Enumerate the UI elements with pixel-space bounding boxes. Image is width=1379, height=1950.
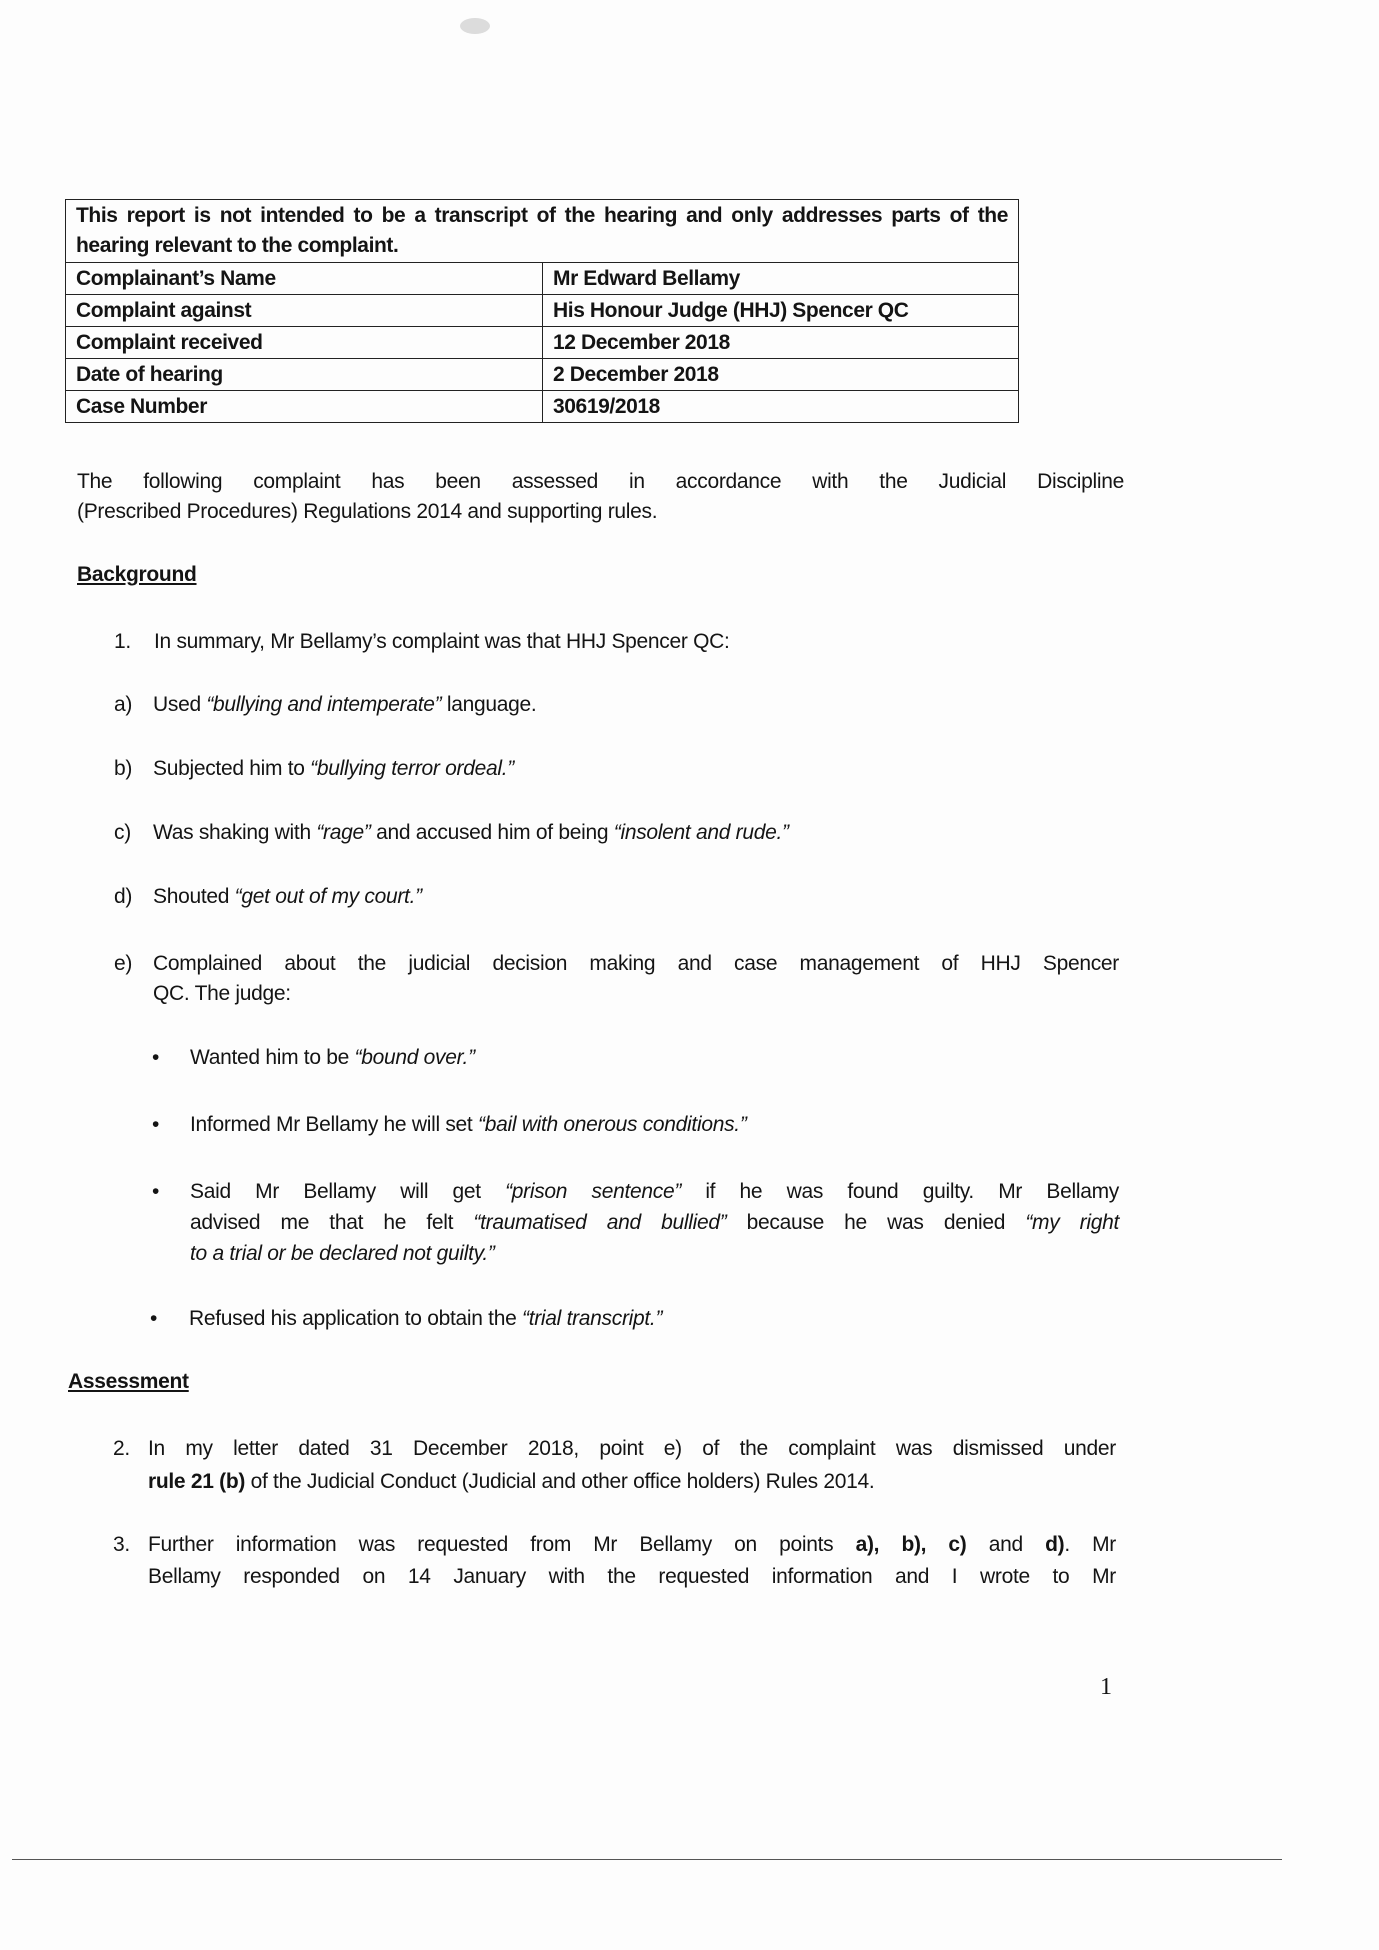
background-heading: Background	[77, 563, 197, 586]
table-row	[66, 263, 1019, 295]
bullet-icon: •	[152, 1046, 160, 1069]
row-label: Case Number	[66, 391, 543, 423]
item-e-line: QC. The judge:	[153, 982, 291, 1005]
quote: “get out of my court.”	[234, 885, 422, 908]
text: and	[966, 1533, 1046, 1556]
bullet-icon: •	[152, 1180, 160, 1203]
text: language.	[441, 693, 537, 716]
para-number: 3.	[113, 1533, 130, 1556]
text: and accused him of being	[370, 821, 614, 844]
row-value: 12 December 2018	[543, 327, 1019, 359]
table-note: This report is not intended to be a transcript of the hearing and only addresses parts of the hearing relevant to the complaint.	[66, 200, 1019, 263]
row-label: Complainant’s Name	[66, 263, 543, 295]
bullet-item	[190, 1045, 475, 1071]
item-e-line: Complained about the judicial decision making and case management of HHJ Spencer	[153, 952, 1119, 975]
scan-smudge	[460, 18, 490, 34]
row-label: Complaint received	[66, 327, 543, 359]
complaint-summary-table	[65, 199, 1019, 423]
para-line: In my letter dated 31 December 2018, point e) of the complaint was dismissed under	[148, 1437, 1116, 1460]
table-row	[66, 391, 1019, 423]
para-line	[148, 1532, 1116, 1558]
item-b	[153, 756, 514, 782]
para-text: In summary, Mr Bellamy’s complaint was that HHJ Spencer QC:	[154, 630, 730, 653]
quote: “bail with onerous conditions.”	[478, 1113, 747, 1136]
text: Refused his application to obtain the	[189, 1307, 522, 1330]
text: Said Mr Bellamy will get	[190, 1180, 506, 1203]
para-number: 2.	[113, 1437, 130, 1460]
para-line: Bellamy responded on 14 January with the requested information and I wrote to Mr	[148, 1565, 1116, 1588]
item-label: d)	[114, 885, 133, 908]
item-label: e)	[114, 952, 133, 975]
bullet-item-line	[190, 1241, 495, 1267]
text: of the Judicial Conduct (Judicial and other office holders) Rules 2014.	[245, 1470, 875, 1493]
text: Used	[153, 693, 207, 716]
scan-edge-line	[12, 1859, 1282, 1860]
row-label: Date of hearing	[66, 359, 543, 391]
bold-text: rule 21 (b)	[148, 1470, 246, 1493]
quote: “trial transcript.”	[522, 1307, 663, 1330]
quote: “rage”	[316, 821, 371, 844]
text: Further information was requested from Mr Bellamy on points	[148, 1533, 856, 1556]
item-label: b)	[114, 757, 133, 780]
bullet-icon: •	[152, 1113, 160, 1136]
intro-line: The following complaint has been assessed in accordance with the Judicial Discipline	[77, 470, 1124, 493]
para-line	[148, 1469, 874, 1495]
quote: to a trial or be declared not guilty.”	[190, 1242, 495, 1265]
quote: “traumatised and bullied”	[473, 1211, 727, 1234]
text: Wanted him to be	[190, 1046, 355, 1069]
row-value: Mr Edward Bellamy	[543, 263, 1019, 295]
text: Was shaking with	[153, 821, 317, 844]
bullet-item-line	[190, 1179, 1119, 1205]
bold-text: d)	[1045, 1533, 1065, 1556]
assessment-heading: Assessment	[68, 1370, 189, 1393]
quote: “my right	[1025, 1211, 1119, 1234]
text: Subjected him to	[153, 757, 311, 780]
bullet-item-line	[190, 1210, 1119, 1236]
item-c	[153, 820, 789, 846]
bullet-icon: •	[150, 1307, 158, 1330]
row-value: 30619/2018	[543, 391, 1019, 423]
text: Informed Mr Bellamy he will set	[190, 1113, 478, 1136]
text: advised me that he felt	[190, 1211, 474, 1234]
item-d	[153, 884, 422, 910]
quote: “bound over.”	[354, 1046, 475, 1069]
item-a	[153, 692, 536, 718]
bullet-item	[189, 1306, 662, 1332]
para-number: 1.	[114, 630, 131, 653]
table-row	[66, 359, 1019, 391]
row-label: Complaint against	[66, 295, 543, 327]
text: because he was denied	[726, 1211, 1026, 1234]
quote: “bullying and intemperate”	[206, 693, 442, 716]
text: if he was found guilty. Mr Bellamy	[681, 1180, 1119, 1203]
row-value: His Honour Judge (HHJ) Spencer QC	[543, 295, 1019, 327]
table-row	[66, 295, 1019, 327]
bullet-item	[190, 1112, 747, 1138]
row-value: 2 December 2018	[543, 359, 1019, 391]
page-number: 1	[1100, 1674, 1112, 1700]
quote: “bullying terror ordeal.”	[310, 757, 514, 780]
bold-text: a), b), c)	[855, 1533, 967, 1556]
item-label: c)	[114, 821, 131, 844]
intro-line: (Prescribed Procedures) Regulations 2014 and supporting rules.	[77, 500, 658, 523]
text: Shouted	[153, 885, 235, 908]
item-label: a)	[114, 693, 133, 716]
table-row	[66, 327, 1019, 359]
quote: “prison sentence”	[505, 1180, 682, 1203]
text: . Mr	[1064, 1533, 1116, 1556]
quote: “insolent and rude.”	[613, 821, 789, 844]
